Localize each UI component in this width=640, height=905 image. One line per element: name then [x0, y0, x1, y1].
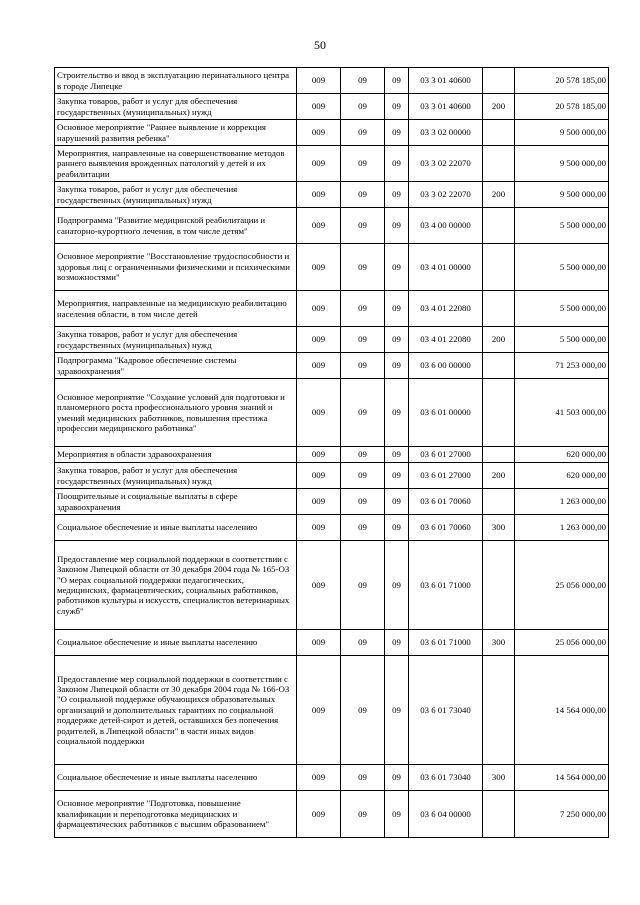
row-name-cell: Поощрительные и социальные выплаты в сфере здравоохранения	[55, 489, 297, 515]
row-sum-cell: 5 500 000,00	[515, 327, 609, 353]
table-row	[55, 489, 609, 515]
row-target-article-cell: 03 3 02 22070	[409, 182, 483, 208]
row-sum-cell: 14 564 000,00	[515, 656, 609, 765]
row-name-cell: Основное мероприятие "Восстановление трудоспособности и здоровья лиц с ограниченными физическими и психическими возможностями"	[55, 244, 297, 291]
row-expense-type-cell: 200	[483, 463, 515, 489]
row-razdel-cell: 09	[341, 94, 385, 120]
row-ved-cell: 009	[297, 489, 341, 515]
row-expense-type-cell: 200	[483, 94, 515, 120]
table-row	[55, 515, 609, 541]
row-sum-cell: 620 000,00	[515, 463, 609, 489]
table-row	[55, 120, 609, 146]
row-podrazdel-cell: 09	[385, 379, 409, 447]
row-razdel-cell: 09	[341, 765, 385, 791]
row-target-article-cell: 03 6 01 70060	[409, 489, 483, 515]
row-podrazdel-cell: 09	[385, 68, 409, 94]
table-row	[55, 765, 609, 791]
row-name-cell: Мероприятия, направленные на совершенствование методов раннего выявления врожденных патологий у детей и их реабилитации	[55, 146, 297, 182]
table-row	[55, 291, 609, 327]
row-podrazdel-cell: 09	[385, 656, 409, 765]
row-podrazdel-cell: 09	[385, 765, 409, 791]
table-row	[55, 68, 609, 94]
row-razdel-cell: 09	[341, 327, 385, 353]
row-target-article-cell: 03 4 00 00000	[409, 208, 483, 244]
table-row	[55, 327, 609, 353]
table-row	[55, 94, 609, 120]
row-name-cell: Социальное обеспечение и иные выплаты населению	[55, 515, 297, 541]
row-target-article-cell: 03 6 01 71000	[409, 541, 483, 630]
row-name-cell: Закупка товаров, работ и услуг для обеспечения государственных (муниципальных) нужд	[55, 182, 297, 208]
row-razdel-cell: 09	[341, 447, 385, 463]
row-razdel-cell: 09	[341, 489, 385, 515]
table-row	[55, 630, 609, 656]
table-row	[55, 447, 609, 463]
row-name-cell: Социальное обеспечение и иные выплаты населению	[55, 630, 297, 656]
row-sum-cell: 20 578 185,00	[515, 94, 609, 120]
row-expense-type-cell	[483, 244, 515, 291]
row-name-cell: Мероприятия, направленные на медицинскую реабилитацию населения области, в том числе детей	[55, 291, 297, 327]
row-ved-cell: 009	[297, 291, 341, 327]
row-sum-cell: 7 250 000,00	[515, 791, 609, 838]
row-name-cell: Подпрограмма "Развитие медицинской реабилитации и санаторно-курортного лечения, в том числе детям"	[55, 208, 297, 244]
row-name-cell: Закупка товаров, работ и услуг для обеспечения государственных (муниципальных) нужд	[55, 327, 297, 353]
row-razdel-cell: 09	[341, 379, 385, 447]
table-body	[55, 68, 609, 838]
row-ved-cell: 009	[297, 353, 341, 379]
row-name-cell: Мероприятия в области здравоохранения	[55, 447, 297, 463]
row-razdel-cell: 09	[341, 656, 385, 765]
row-target-article-cell: 03 3 01 40600	[409, 68, 483, 94]
row-target-article-cell: 03 6 01 70060	[409, 515, 483, 541]
row-expense-type-cell: 300	[483, 515, 515, 541]
row-razdel-cell: 09	[341, 541, 385, 630]
row-ved-cell: 009	[297, 244, 341, 291]
row-target-article-cell: 03 3 02 22070	[409, 146, 483, 182]
row-ved-cell: 009	[297, 146, 341, 182]
row-ved-cell: 009	[297, 791, 341, 838]
row-target-article-cell: 03 6 01 27000	[409, 447, 483, 463]
row-podrazdel-cell: 09	[385, 791, 409, 838]
row-ved-cell: 009	[297, 656, 341, 765]
row-sum-cell: 20 578 185,00	[515, 68, 609, 94]
table-row	[55, 656, 609, 765]
row-sum-cell: 25 056 000,00	[515, 541, 609, 630]
row-name-cell: Основное мероприятие "Раннее выявление и коррекция нарушений развития ребенка"	[55, 120, 297, 146]
table-row	[55, 791, 609, 838]
page-number: 50	[314, 38, 326, 52]
table-row	[55, 463, 609, 489]
row-podrazdel-cell: 09	[385, 327, 409, 353]
row-name-cell: Строительство и ввод в эксплуатацию перинатального центра в городе Липецке	[55, 68, 297, 94]
row-expense-type-cell	[483, 208, 515, 244]
row-podrazdel-cell: 09	[385, 182, 409, 208]
row-name-cell: Закупка товаров, работ и услуг для обеспечения государственных (муниципальных) нужд	[55, 463, 297, 489]
row-razdel-cell: 09	[341, 182, 385, 208]
row-expense-type-cell	[483, 353, 515, 379]
row-expense-type-cell	[483, 656, 515, 765]
row-sum-cell: 9 500 000,00	[515, 120, 609, 146]
row-target-article-cell: 03 6 01 73040	[409, 765, 483, 791]
row-razdel-cell: 09	[341, 120, 385, 146]
row-expense-type-cell	[483, 447, 515, 463]
row-razdel-cell: 09	[341, 146, 385, 182]
row-name-cell: Предоставление мер социальной поддержки в соответствии с Законом Липецкой области от 30 декабря 2004 года № 165-ОЗ "О мерах социальной поддержки педагогических, медицинских, фармацевтических, социальных работников, работников культуры и искусств, специалистов ветеринарных служб"	[55, 541, 297, 630]
row-sum-cell: 5 500 000,00	[515, 208, 609, 244]
row-target-article-cell: 03 4 01 00000	[409, 244, 483, 291]
row-ved-cell: 009	[297, 765, 341, 791]
row-target-article-cell: 03 3 01 40600	[409, 94, 483, 120]
row-ved-cell: 009	[297, 94, 341, 120]
row-podrazdel-cell: 09	[385, 120, 409, 146]
table-row	[55, 208, 609, 244]
row-ved-cell: 009	[297, 327, 341, 353]
row-podrazdel-cell: 09	[385, 146, 409, 182]
row-razdel-cell: 09	[341, 244, 385, 291]
row-expense-type-cell: 300	[483, 765, 515, 791]
row-ved-cell: 009	[297, 447, 341, 463]
row-ved-cell: 009	[297, 68, 341, 94]
row-sum-cell: 9 500 000,00	[515, 182, 609, 208]
row-podrazdel-cell: 09	[385, 353, 409, 379]
row-name-cell: Закупка товаров, работ и услуг для обеспечения государственных (муниципальных) нужд	[55, 94, 297, 120]
row-sum-cell: 14 564 000,00	[515, 765, 609, 791]
row-ved-cell: 009	[297, 515, 341, 541]
row-ved-cell: 009	[297, 630, 341, 656]
row-podrazdel-cell: 09	[385, 208, 409, 244]
row-razdel-cell: 09	[341, 68, 385, 94]
row-podrazdel-cell: 09	[385, 489, 409, 515]
row-ved-cell: 009	[297, 120, 341, 146]
row-ved-cell: 009	[297, 208, 341, 244]
row-sum-cell: 5 500 000,00	[515, 244, 609, 291]
row-sum-cell: 1 263 000,00	[515, 515, 609, 541]
row-sum-cell: 71 253 000,00	[515, 353, 609, 379]
row-expense-type-cell	[483, 379, 515, 447]
row-sum-cell: 5 500 000,00	[515, 291, 609, 327]
row-razdel-cell: 09	[341, 208, 385, 244]
row-expense-type-cell: 200	[483, 327, 515, 353]
row-expense-type-cell: 200	[483, 182, 515, 208]
table-row	[55, 353, 609, 379]
row-sum-cell: 25 056 000,00	[515, 630, 609, 656]
row-sum-cell: 9 500 000,00	[515, 146, 609, 182]
row-ved-cell: 009	[297, 182, 341, 208]
row-target-article-cell: 03 4 01 22080	[409, 327, 483, 353]
row-expense-type-cell	[483, 489, 515, 515]
row-name-cell: Подпрограмма "Кадровое обеспечение системы здравоохранения"	[55, 353, 297, 379]
row-target-article-cell: 03 4 01 22080	[409, 291, 483, 327]
row-sum-cell: 1 263 000,00	[515, 489, 609, 515]
row-expense-type-cell	[483, 146, 515, 182]
row-podrazdel-cell: 09	[385, 94, 409, 120]
row-ved-cell: 009	[297, 463, 341, 489]
row-target-article-cell: 03 6 01 73040	[409, 656, 483, 765]
row-name-cell: Основное мероприятие "Подготовка, повышение квалификации и переподготовка медицинских и фармацевтических работников с высшим образованием"	[55, 791, 297, 838]
table-row	[55, 146, 609, 182]
row-name-cell: Социальное обеспечение и иные выплаты населению	[55, 765, 297, 791]
row-target-article-cell: 03 3 02 00000	[409, 120, 483, 146]
table-row	[55, 182, 609, 208]
row-razdel-cell: 09	[341, 291, 385, 327]
row-expense-type-cell	[483, 68, 515, 94]
row-expense-type-cell	[483, 120, 515, 146]
row-podrazdel-cell: 09	[385, 463, 409, 489]
row-target-article-cell: 03 6 01 71000	[409, 630, 483, 656]
row-ved-cell: 009	[297, 379, 341, 447]
row-razdel-cell: 09	[341, 463, 385, 489]
row-podrazdel-cell: 09	[385, 244, 409, 291]
row-expense-type-cell	[483, 541, 515, 630]
row-expense-type-cell: 300	[483, 630, 515, 656]
row-podrazdel-cell: 09	[385, 541, 409, 630]
row-podrazdel-cell: 09	[385, 630, 409, 656]
table-row	[55, 541, 609, 630]
row-sum-cell: 41 503 000,00	[515, 379, 609, 447]
row-expense-type-cell	[483, 791, 515, 838]
row-target-article-cell: 03 6 01 27000	[409, 463, 483, 489]
row-podrazdel-cell: 09	[385, 291, 409, 327]
row-name-cell: Основное мероприятие "Создание условий для подготовки и планомерного роста профессионального уровня знаний и умений медицинских работников, повышения престижа профессии медицинского работника"	[55, 379, 297, 447]
row-razdel-cell: 09	[341, 353, 385, 379]
row-razdel-cell: 09	[341, 630, 385, 656]
row-ved-cell: 009	[297, 541, 341, 630]
row-razdel-cell: 09	[341, 515, 385, 541]
table-row	[55, 379, 609, 447]
table-row	[55, 244, 609, 291]
row-target-article-cell: 03 6 01 00000	[409, 379, 483, 447]
row-name-cell: Предоставление мер социальной поддержки в соответствии с Законом Липецкой области от 30 декабря 2004 года № 166-ОЗ "О социальной поддержке обучающихся образовательных организаций и дополнительных гарантиях по социальной поддержке детей-сирот и детей, оставшихся без попечения родителей, в Липецкой области" в части иных видов социальной поддержки	[55, 656, 297, 765]
row-target-article-cell: 03 6 00 00000	[409, 353, 483, 379]
row-podrazdel-cell: 09	[385, 515, 409, 541]
row-sum-cell: 620 000,00	[515, 447, 609, 463]
row-expense-type-cell	[483, 291, 515, 327]
row-target-article-cell: 03 6 04 00000	[409, 791, 483, 838]
row-podrazdel-cell: 09	[385, 447, 409, 463]
budget-table	[54, 67, 609, 838]
row-razdel-cell: 09	[341, 791, 385, 838]
